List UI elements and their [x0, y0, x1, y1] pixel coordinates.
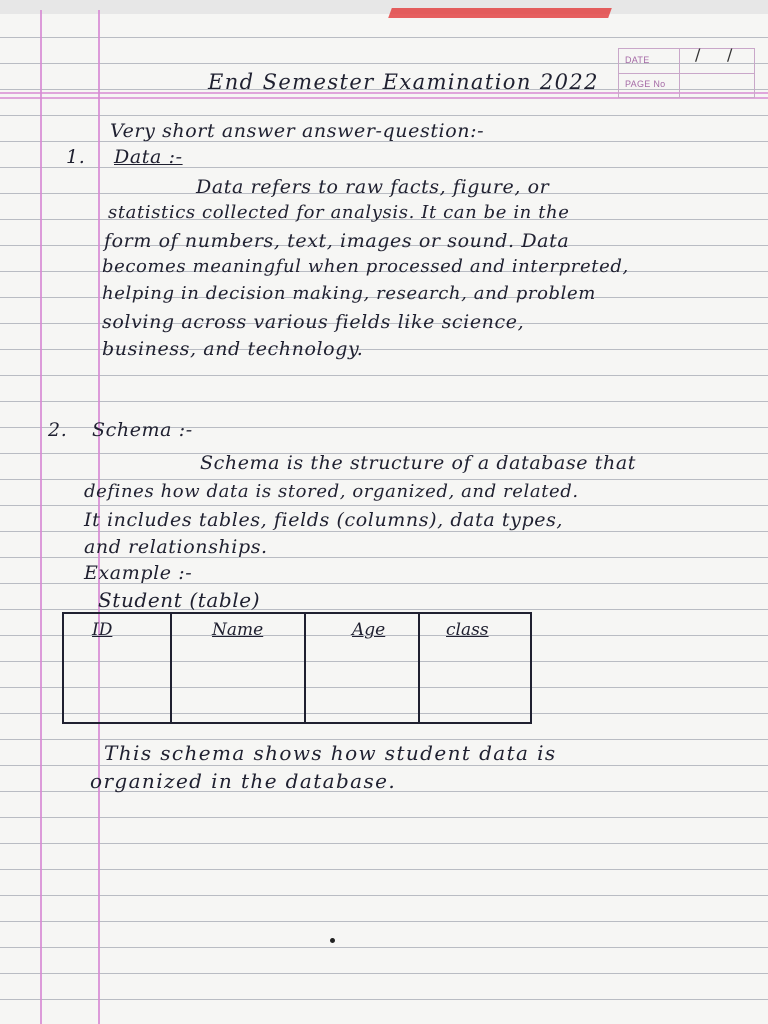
q1-line-7: business, and technology.	[102, 338, 364, 360]
table-right-border	[530, 612, 532, 724]
q1-line-3: form of numbers, text, images or sound. Data	[104, 230, 570, 252]
table-bottom-border	[62, 722, 532, 724]
date-slash-1: /	[695, 45, 701, 64]
ink-dot	[330, 938, 335, 943]
date-label: DATE	[625, 55, 650, 65]
q2-line-2: defines how data is stored, organized, and related.	[84, 481, 579, 502]
q1-line-4: becomes meaningful when processed and interpreted,	[102, 256, 629, 277]
table-divider-2	[304, 612, 306, 724]
q2-conclusion-line-2: organized in the database.	[90, 769, 397, 793]
q2-line-1: Schema is the structure of a database that	[200, 452, 637, 474]
page-row	[619, 73, 754, 97]
q2-line-4: and relationships.	[84, 536, 268, 558]
q2-line-3: It includes tables, fields (columns), data types,	[84, 509, 564, 531]
table-header-age: Age	[352, 620, 386, 640]
q1-line-1: Data refers to raw facts, figure, or	[196, 176, 550, 198]
table-header-class: class	[446, 620, 489, 640]
q1-line-6: solving across various fields like science,	[102, 311, 525, 333]
date-page-box	[618, 45, 755, 98]
table-header-id: ID	[92, 620, 113, 640]
table-top-border	[62, 612, 532, 614]
left-margin-line-outer	[40, 10, 42, 1024]
q2-conclusion-line-1: This schema shows how student data is	[104, 741, 557, 765]
exam-title: End Semester Examination 2022	[208, 70, 599, 94]
date-slash-2: /	[727, 45, 733, 64]
q2-heading: Schema :-	[92, 419, 193, 441]
table-divider-3	[418, 612, 420, 724]
table-divider-1	[170, 612, 172, 724]
q1-line-2: statistics collected for analysis. It can be in the	[108, 202, 570, 223]
table-header-name: Name	[212, 620, 264, 640]
student-table	[62, 612, 532, 724]
page-top-edge	[0, 0, 768, 14]
red-binding-mark	[388, 8, 612, 18]
q1-number: 1.	[66, 146, 86, 168]
date-row	[619, 49, 754, 74]
table-left-border	[62, 612, 64, 724]
q1-heading: Data :-	[114, 146, 183, 168]
page-no-label: PAGE No	[625, 79, 666, 89]
q2-number: 2.	[48, 419, 68, 441]
q2-table-title: Student (table)	[98, 588, 261, 612]
q1-line-5: helping in decision making, research, and problem	[102, 283, 596, 304]
section-heading: Very short answer answer-question:-	[110, 120, 485, 142]
q2-example-label: Example :-	[84, 562, 193, 584]
